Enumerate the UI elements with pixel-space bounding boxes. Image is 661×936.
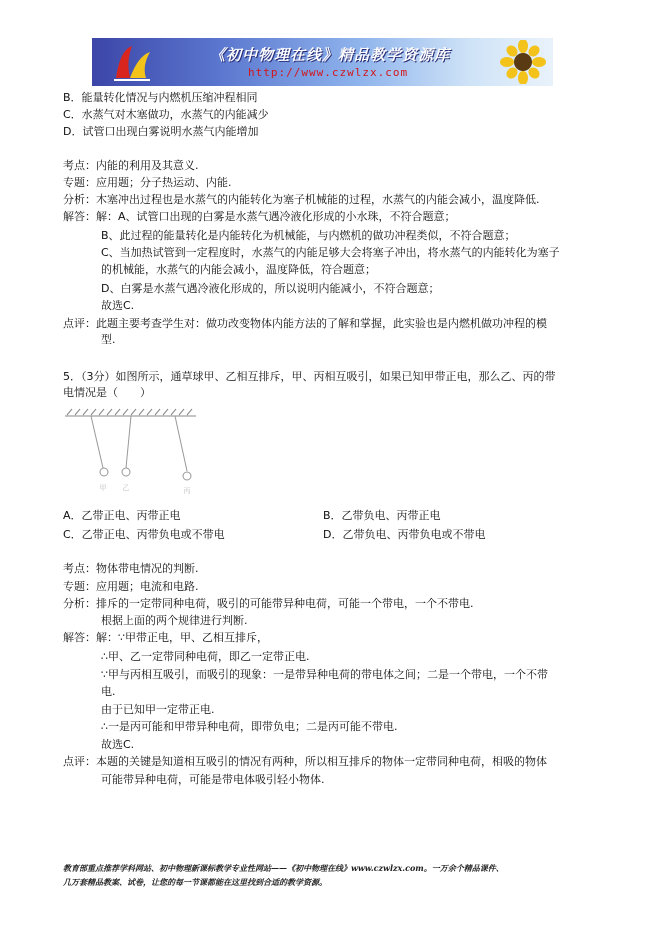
dianping-label: 点评： bbox=[63, 755, 96, 768]
fenxi-label: 分析： bbox=[63, 597, 96, 610]
dianping-row bbox=[63, 317, 547, 331]
dianping-line: 此题主要考查学生对：做功改变物体内能方法的了解和掌握，此实验也是内燃机做功冲程的模 bbox=[96, 317, 547, 330]
jieda-line: 解：∵甲带正电，甲、乙相互排斥， bbox=[96, 631, 268, 644]
jieda-label: 解答： bbox=[63, 631, 96, 644]
fenxi-line: 根据上面的两个规律进行判断. bbox=[101, 614, 248, 627]
ball-label-bing: 丙 bbox=[183, 487, 191, 495]
jieda-label: 解答： bbox=[63, 210, 96, 223]
kaodian-text: 内能的利用及其意义. bbox=[96, 159, 199, 172]
jieda-row bbox=[63, 631, 268, 645]
question-stem: 电情况是（ ） bbox=[63, 386, 151, 399]
zhuanti-text: 应用题；分子热运动、内能. bbox=[96, 176, 232, 189]
dianping-line: 可能带异种电荷，可能是带电体吸引轻小物体. bbox=[101, 773, 325, 786]
jieda-line: ∴甲、乙一定带同种电荷，即乙一定带正电. bbox=[101, 650, 310, 663]
dianping-label: 点评： bbox=[63, 317, 96, 330]
jieda-line: 故选C. bbox=[101, 299, 135, 312]
fenxi-row bbox=[63, 597, 474, 611]
fenxi-label: 分析： bbox=[63, 193, 96, 206]
option-b-prev: B．能量转化情况与内燃机压缩冲程相同 bbox=[63, 91, 258, 104]
dianping-line: 型. bbox=[101, 333, 116, 346]
footer-line: 教育部重点推荐学科网站、初中物理新课标教学专业性网站——《初中物理在线》www.czwlzx.com。一万余个精品课件、 bbox=[63, 863, 504, 873]
dianping-row bbox=[63, 755, 547, 769]
zhuanti-row bbox=[63, 580, 199, 594]
jieda-line: 解：A、试管口出现的白雾是水蒸气遇冷液化形成的小水珠，不符合题意； bbox=[96, 210, 456, 223]
option-d: D．乙带负电、丙带负电或不带电 bbox=[323, 528, 486, 541]
dianping-line: 本题的关键是知道相互吸引的情况有两种，所以相互排斥的物体一定带同种电荷，相吸的物体 bbox=[96, 755, 547, 768]
zhuanti-label: 专题： bbox=[63, 580, 96, 593]
option-c-prev: C．水蒸气对木塞做功，水蒸气的内能减少 bbox=[63, 108, 269, 121]
fenxi-row bbox=[63, 193, 540, 207]
zhuanti-text: 应用题；电流和电路. bbox=[96, 580, 199, 593]
ball-label-yi: 乙 bbox=[122, 484, 130, 492]
jieda-line: 电. bbox=[101, 685, 116, 698]
header-banner bbox=[92, 38, 553, 86]
fenxi-text: 木塞冲出过程也是水蒸气的内能转化为塞子机械能的过程，水蒸气的内能会减小，温度降低. bbox=[96, 193, 540, 206]
question-stem: 5．（3分）如图所示，通草球甲、乙相互排斥，甲、丙相互吸引，如果已知甲带正电，那么乙、丙的带 bbox=[63, 370, 556, 383]
site-title: 《初中物理在线》精品教学资源库 bbox=[210, 46, 451, 64]
ball-label-jia: 甲 bbox=[99, 484, 107, 492]
zhuanti-row bbox=[63, 176, 232, 190]
jieda-line: D、白雾是水蒸气遇冷液化形成的，所以说明内能减小，不符合题意； bbox=[101, 282, 440, 295]
kaodian-row bbox=[63, 562, 199, 576]
jieda-line: ∴一是丙可能和甲带异种电荷，即带负电；二是丙可能不带电. bbox=[101, 720, 398, 733]
option-b: B．乙带负电、丙带正电 bbox=[323, 509, 441, 522]
page-footer bbox=[63, 861, 603, 889]
jieda-line: 故选C. bbox=[101, 738, 135, 751]
jieda-line: C、当加热试管到一定程度时，水蒸气的内能足够大会将塞子冲出，将水蒸气的内能转化为塞子 bbox=[101, 246, 560, 259]
option-a: A．乙带正电、丙带正电 bbox=[63, 509, 181, 522]
jieda-row bbox=[63, 210, 456, 224]
ceiling-hatch bbox=[65, 409, 196, 416]
pith-balls-figure bbox=[63, 406, 198, 501]
site-url[interactable]: http://www.czwlzx.com bbox=[248, 66, 409, 79]
footer-line: 几万套精品教案、试卷，让您的每一节课都能在这里找到合适的教学资源。 bbox=[63, 877, 327, 887]
option-c: C．乙带正电、丙带负电或不带电 bbox=[63, 528, 225, 541]
kaodian-row bbox=[63, 159, 199, 173]
jieda-line: 的机械能，水蒸气的内能会减小，温度降低，符合题意； bbox=[101, 263, 376, 276]
site-logo-icon bbox=[110, 42, 154, 84]
zhuanti-label: 专题： bbox=[63, 176, 96, 189]
option-d-prev: D．试管口出现白雾说明水蒸气内能增加 bbox=[63, 125, 259, 138]
jieda-line: ∵甲与丙相互吸引，而吸引的现象：一是带异种电荷的带电体之间；二是一个带电，一个不带 bbox=[101, 668, 548, 681]
fenxi-line: 排斥的一定带同种电荷，吸引的可能带异种电荷，可能一个带电，一个不带电. bbox=[96, 597, 474, 610]
kaodian-text: 物体带电情况的判断. bbox=[96, 562, 199, 575]
jieda-line: 由于已知甲一定带正电. bbox=[101, 703, 215, 716]
kaodian-label: 考点： bbox=[63, 562, 96, 575]
jieda-line: B、此过程的能量转化是内能转化为机械能，与内燃机的做功冲程类似，不符合题意； bbox=[101, 229, 516, 242]
sunflower-icon bbox=[495, 40, 549, 84]
kaodian-label: 考点： bbox=[63, 159, 96, 172]
